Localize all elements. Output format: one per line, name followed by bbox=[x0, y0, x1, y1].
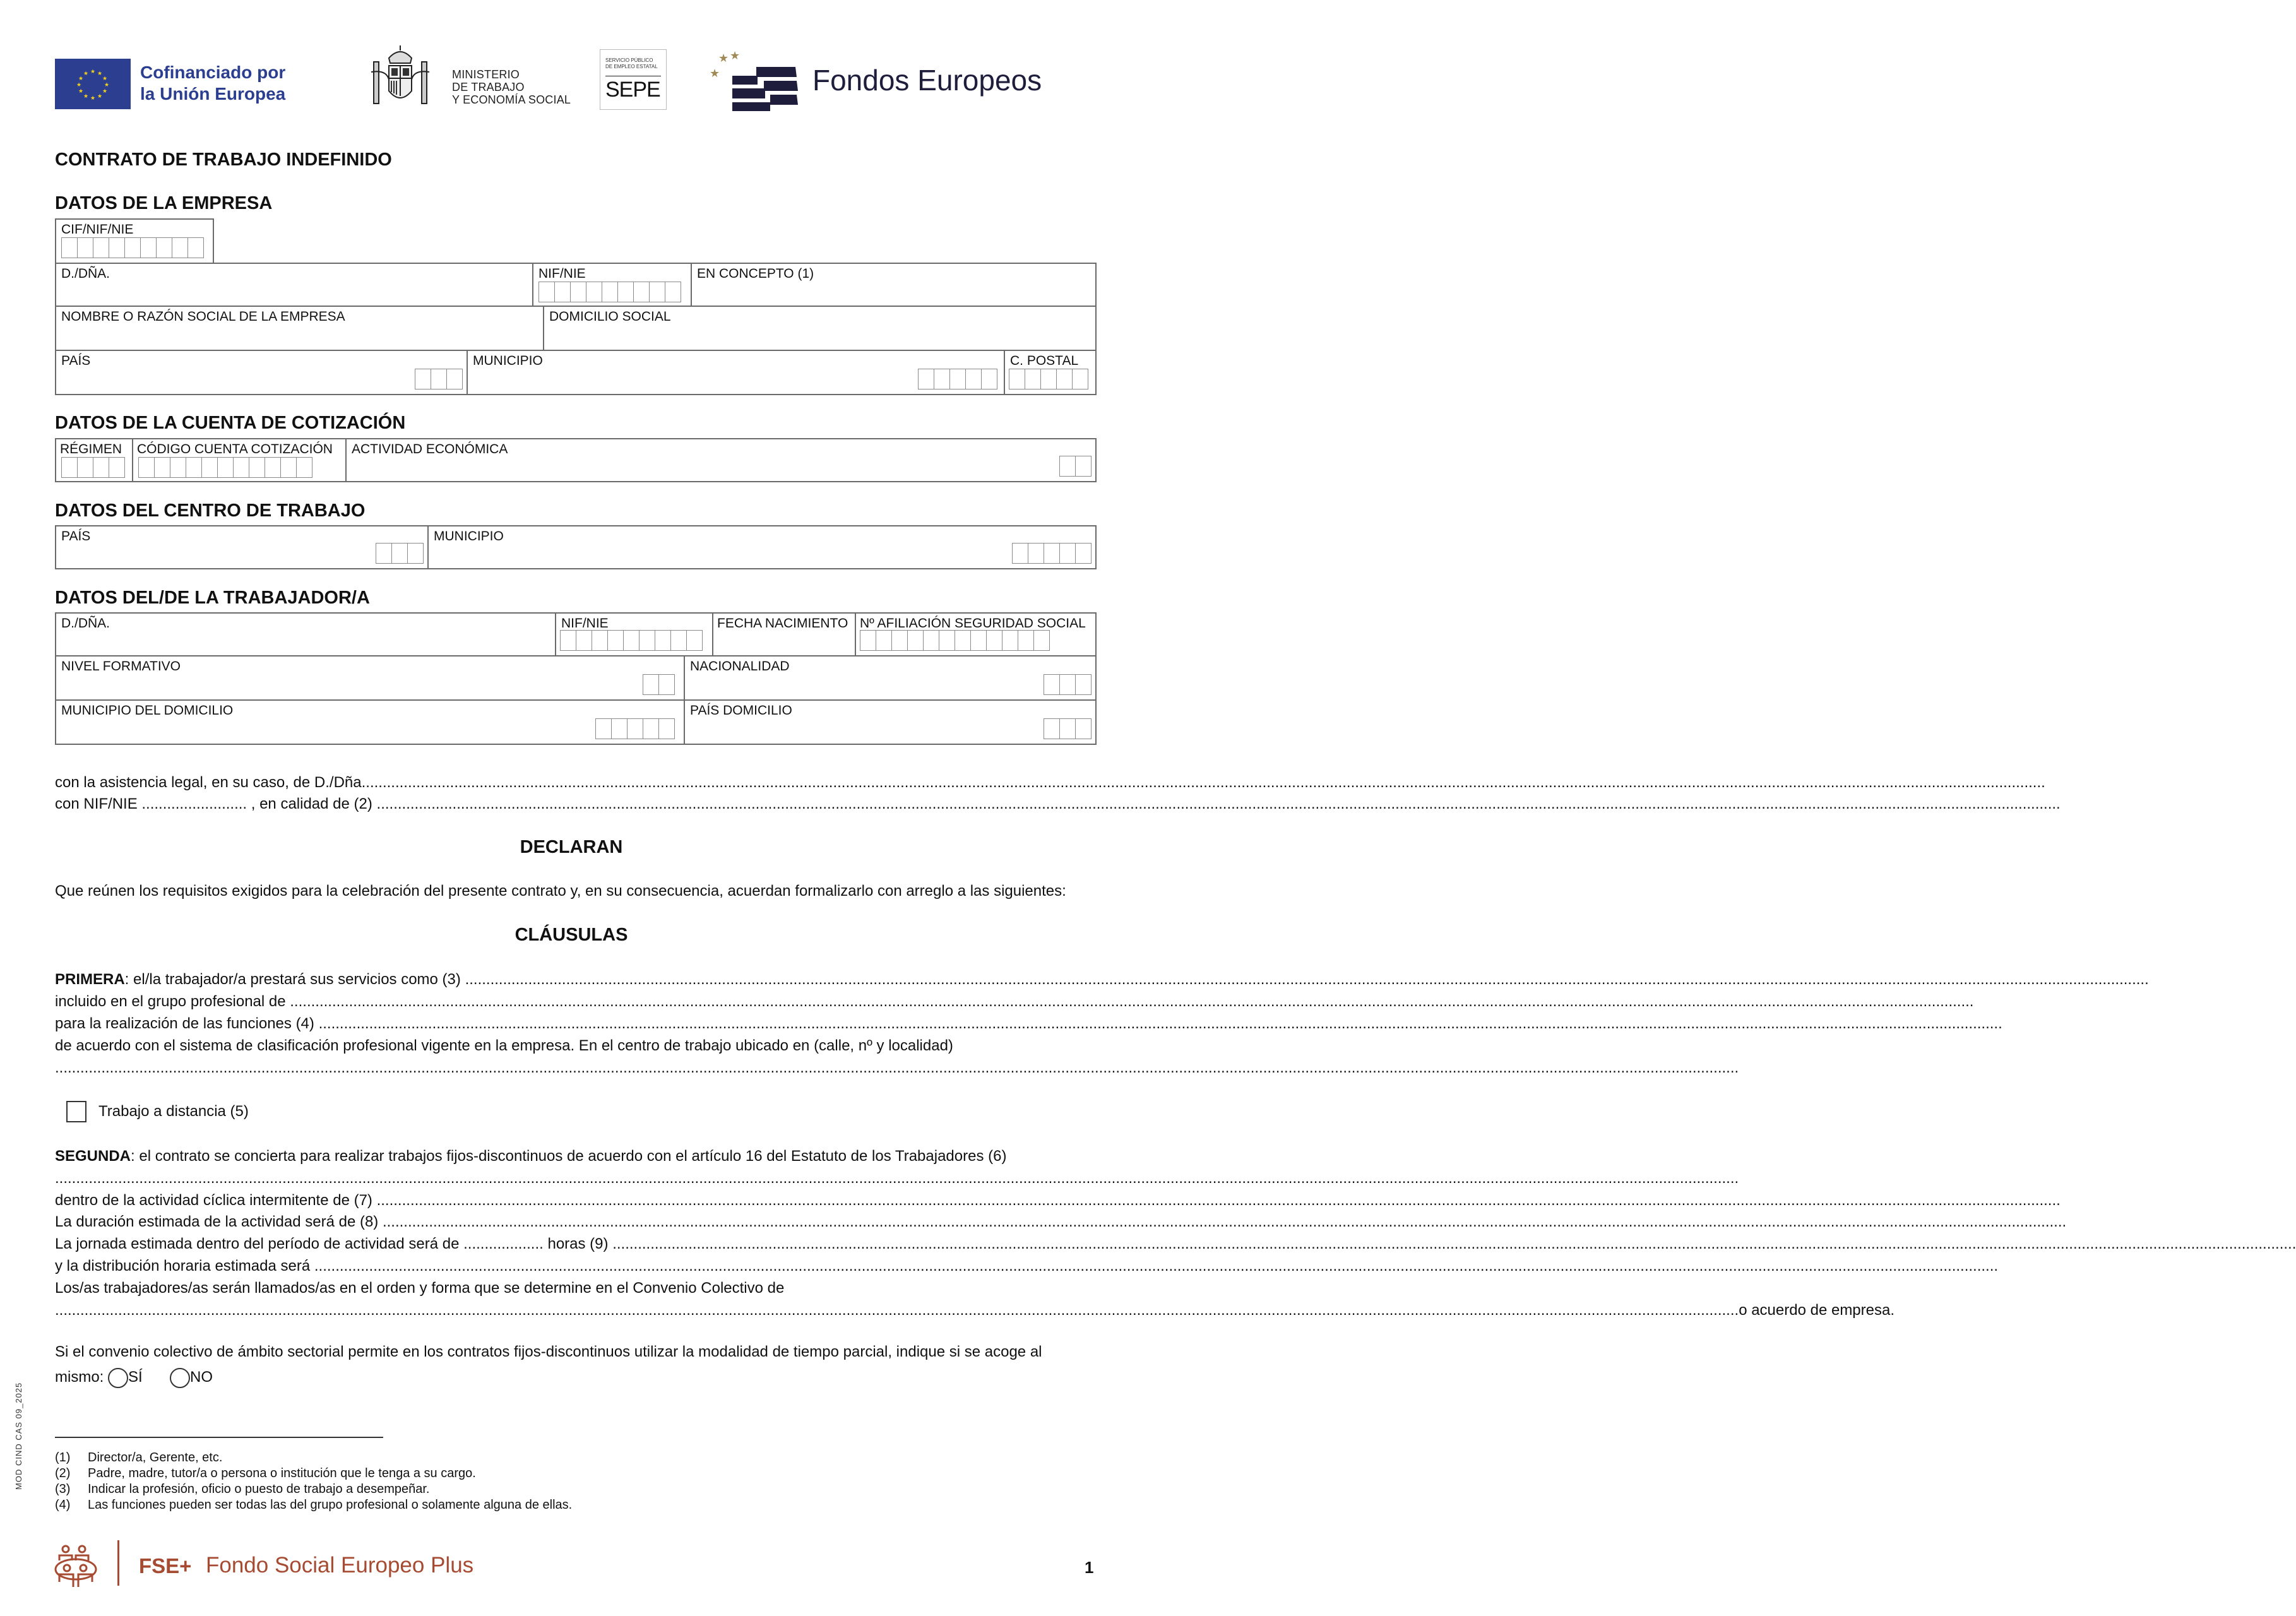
field-afiliacion-ss[interactable] bbox=[855, 612, 1097, 656]
svg-text:★: ★ bbox=[78, 88, 84, 95]
footnote-4 bbox=[55, 1498, 572, 1512]
fse-plus-label: FSE+ bbox=[139, 1554, 192, 1577]
document-title: CONTRATO DE TRABAJO INDEFINIDO bbox=[55, 150, 392, 170]
field-empresa-municipio[interactable] bbox=[467, 350, 1005, 395]
field-label: NIVEL FORMATIVO bbox=[61, 659, 181, 674]
field-label: NIF/NIE bbox=[538, 266, 586, 281]
field-empresa-concepto[interactable] bbox=[691, 263, 1097, 307]
fill-dots: ................................................................................................................................................................................................................................................................................................................................................................................................................ bbox=[314, 1257, 1999, 1274]
field-label: DOMICILIO SOCIAL bbox=[549, 309, 671, 324]
segunda-text-5a: La jornada estimada dentro del período de actividad será de bbox=[55, 1235, 464, 1252]
field-label: D./DÑA. bbox=[61, 266, 110, 281]
fill-dots: ................................................................................................................................................................................................................................................................................................................................................................................................................ bbox=[612, 1235, 2296, 1252]
char-cells[interactable] bbox=[1009, 369, 1088, 389]
svg-text:★: ★ bbox=[83, 93, 89, 100]
char-cells[interactable] bbox=[1044, 674, 1091, 695]
segunda-text-3: dentro de la actividad cíclica intermitente de (7) bbox=[55, 1192, 377, 1209]
fill-dots: ................................................................................................................................................................................................................................................................................................................................................................................................................ bbox=[465, 971, 2149, 988]
svg-text:★: ★ bbox=[104, 82, 110, 88]
field-municipio-domicilio[interactable] bbox=[55, 699, 685, 745]
field-centro-municipio[interactable] bbox=[427, 525, 1097, 569]
svg-text:★: ★ bbox=[83, 71, 89, 77]
char-cells[interactable] bbox=[415, 369, 463, 389]
asistencia-text-2a: con NIF/NIE bbox=[55, 795, 142, 812]
footnote-text: Director/a, Gerente, etc. bbox=[88, 1451, 223, 1464]
coat-of-arms-icon bbox=[367, 44, 433, 112]
fill-dots-short: ......................... bbox=[141, 795, 247, 812]
asistencia-text-2b: , en calidad de (2) bbox=[247, 795, 377, 812]
fse-name: Fondo Social Europeo Plus bbox=[206, 1553, 474, 1577]
fill-dots: ................................................................................................................................................................................................................................................................................................................................................................................................................ bbox=[290, 993, 1974, 1010]
svg-text:★: ★ bbox=[90, 95, 96, 102]
field-label: PAÍS bbox=[61, 529, 91, 544]
footnote-text: Padre, madre, tutor/a o persona o institución que le tenga a su cargo. bbox=[88, 1466, 476, 1480]
svg-text:★: ★ bbox=[710, 67, 720, 80]
svg-text:★: ★ bbox=[76, 82, 82, 88]
segunda-text-6: y la distribución horaria estimada será bbox=[55, 1257, 314, 1274]
field-empresa-dona[interactable] bbox=[55, 263, 533, 307]
ministry-line2: DE TRABAJO bbox=[452, 81, 525, 93]
char-cells[interactable] bbox=[560, 630, 703, 651]
fill-dots: ................................................................................................................................................................................................................................................................................................................................................................................................................ bbox=[382, 1213, 2067, 1230]
field-empresa-domicilio[interactable] bbox=[543, 306, 1097, 351]
segunda-text-4: La duración estimada de la actividad será de (8) bbox=[55, 1213, 383, 1230]
field-label: MUNICIPIO bbox=[434, 529, 504, 544]
radio-si[interactable] bbox=[108, 1368, 128, 1388]
svg-text:★: ★ bbox=[97, 93, 103, 100]
field-empresa-cpostal[interactable] bbox=[1004, 350, 1097, 395]
radio-no[interactable] bbox=[170, 1368, 190, 1388]
char-cells[interactable] bbox=[61, 457, 125, 478]
trabajo-distancia-checkbox[interactable] bbox=[66, 1101, 86, 1122]
ministry-line3: Y ECONOMÍA SOCIAL bbox=[452, 93, 571, 106]
fill-dots: ................................................................................................................................................................................................................................................................................................................................................................................................................ bbox=[55, 1059, 1739, 1076]
footnote-text: Las funciones pueden ser todas las del grupo profesional o solamente alguna de ellas. bbox=[88, 1498, 573, 1512]
segunda-text-7: Los/as trabajadores/as serán llamados/as en el orden y forma que se determine en el Convenio Colectivo de bbox=[55, 1280, 785, 1297]
segunda-line-6[interactable] bbox=[55, 1257, 1999, 1276]
fill-dots-short: ................... bbox=[463, 1235, 544, 1252]
field-label: FECHA NACIMIENTO bbox=[717, 616, 848, 631]
model-code: MOD CIND CAS 09_2025 bbox=[14, 1382, 23, 1490]
segunda-line-3[interactable] bbox=[55, 1192, 2061, 1211]
eu-flag-icon bbox=[55, 59, 131, 109]
asistencia-line-2[interactable] bbox=[55, 795, 2061, 814]
radio-no-label: NO bbox=[190, 1369, 213, 1386]
section-heading-centro: DATOS DEL CENTRO DE TRABAJO bbox=[55, 501, 366, 521]
mismo-label: mismo: bbox=[55, 1369, 104, 1386]
fill-dots: ................................................................................................................................................................................................................................................................................................................................................................................................................ bbox=[376, 795, 2061, 812]
footnote-number: (2) bbox=[55, 1466, 71, 1480]
section-heading-empresa: DATOS DE LA EMPRESA bbox=[55, 193, 273, 213]
svg-text:★: ★ bbox=[90, 69, 96, 75]
segunda-line-5[interactable] bbox=[55, 1235, 2296, 1254]
primera-line-1[interactable] bbox=[55, 971, 2149, 990]
fill-dots: ................................................................................................................................................................................................................................................................................................................................................................................................................ bbox=[361, 774, 2045, 791]
field-label: ACTIVIDAD ECONÓMICA bbox=[352, 442, 508, 456]
fondos-europeos-text: Fondos Europeos bbox=[812, 64, 1042, 97]
segunda-line-2[interactable] bbox=[55, 1170, 1739, 1189]
page-number: 1 bbox=[1085, 1558, 1094, 1577]
section-heading-trabajador: DATOS DEL/DE LA TRABAJADOR/A bbox=[55, 588, 370, 608]
footnote-number: (1) bbox=[55, 1451, 71, 1464]
footnote-text: Indicar la profesión, oficio o puesto de trabajo a desempeñar. bbox=[88, 1482, 430, 1496]
fondos-europeos-mark-icon bbox=[707, 49, 802, 112]
field-centro-pais[interactable] bbox=[55, 525, 429, 569]
char-cells[interactable] bbox=[595, 718, 675, 739]
field-empresa-nif[interactable] bbox=[532, 263, 692, 307]
svg-text:★: ★ bbox=[102, 76, 108, 82]
eu-cofinanciado-text bbox=[140, 62, 285, 105]
field-label: NACIONALIDAD bbox=[690, 659, 790, 674]
primera-line-2[interactable] bbox=[55, 993, 1974, 1012]
sepe-small-line2: DE EMPLEO ESTATAL bbox=[605, 64, 658, 69]
primera-text-2: incluido en el grupo profesional de bbox=[55, 993, 290, 1010]
field-label: D./DÑA. bbox=[61, 616, 110, 631]
field-label: MUNICIPIO DEL DOMICILIO bbox=[61, 703, 234, 718]
char-cells[interactable] bbox=[376, 543, 424, 564]
footnote-number: (3) bbox=[55, 1482, 71, 1496]
ministry-name bbox=[452, 68, 571, 106]
char-cells[interactable] bbox=[538, 282, 681, 302]
sepe-logo bbox=[600, 49, 667, 110]
fill-dots: ................................................................................................................................................................................................................................................................................................................................................................................................................ bbox=[376, 1192, 2061, 1209]
svg-text:★: ★ bbox=[718, 52, 729, 65]
char-cells[interactable] bbox=[918, 369, 997, 389]
char-cells[interactable] bbox=[643, 674, 675, 695]
declaran-text: Que reúnen los requisitos exigidos para la celebración del presente contrato y, en su consecuencia, acuerdan formalizarlo con arreglo a las siguientes: bbox=[55, 882, 1066, 900]
eu-text-line2: la Unión Europea bbox=[140, 84, 286, 104]
asistencia-line-1[interactable] bbox=[55, 774, 2045, 793]
eu-text-line1: Cofinanciado por bbox=[140, 62, 286, 82]
field-label: PAÍS DOMICILIO bbox=[690, 703, 792, 718]
field-empresa-cif[interactable] bbox=[55, 218, 214, 264]
field-label: PAÍS bbox=[61, 354, 91, 368]
field-empresa-pais[interactable] bbox=[55, 350, 468, 395]
svg-text:★: ★ bbox=[102, 88, 108, 95]
primera-text-3: para la realización de las funciones (4) bbox=[55, 1015, 319, 1032]
char-cells[interactable] bbox=[1012, 543, 1091, 564]
segunda-line-8[interactable] bbox=[55, 1302, 1895, 1321]
footnote-divider bbox=[55, 1437, 383, 1438]
char-cells[interactable] bbox=[1059, 456, 1091, 477]
char-cells[interactable] bbox=[1044, 718, 1091, 739]
field-nivel-formativo[interactable] bbox=[55, 655, 685, 701]
field-trabajador-nif[interactable] bbox=[555, 612, 713, 656]
field-actividad-economica[interactable] bbox=[345, 438, 1097, 482]
sepe-name: SEPE bbox=[605, 78, 660, 102]
trabajo-distancia-label: Trabajo a distancia (5) bbox=[98, 1103, 249, 1120]
footnote-number: (4) bbox=[55, 1498, 71, 1512]
asistencia-text-1: con la asistencia legal, en su caso, de D./Dña bbox=[55, 774, 362, 791]
char-cells[interactable] bbox=[138, 457, 312, 478]
ministry-line1: MINISTERIO bbox=[452, 68, 520, 81]
field-label: Nº AFILIACIÓN SEGURIDAD SOCIAL bbox=[860, 616, 1086, 631]
fse-people-icon bbox=[54, 1544, 101, 1588]
parcial-options bbox=[55, 1366, 213, 1389]
primera-line-3[interactable] bbox=[55, 1015, 2002, 1034]
field-label: RÉGIMEN bbox=[60, 442, 122, 456]
svg-text:★: ★ bbox=[97, 71, 103, 77]
char-cells[interactable] bbox=[860, 630, 1050, 651]
primera-line-5[interactable] bbox=[55, 1059, 1739, 1078]
field-label: NIF/NIE bbox=[561, 616, 609, 631]
field-empresa-nombre[interactable] bbox=[55, 306, 544, 351]
segunda-text-5b: horas (9) bbox=[543, 1235, 613, 1252]
fill-dots: ................................................................................................................................................................................................................................................................................................................................................................................................................ bbox=[55, 1302, 1739, 1319]
primera-text-1: : el/la trabajador/a prestará sus servicios como (3) bbox=[124, 971, 465, 988]
footnote-1 bbox=[55, 1451, 222, 1465]
fill-dots: ................................................................................................................................................................................................................................................................................................................................................................................................................ bbox=[318, 1015, 2002, 1032]
segunda-text-1: : el contrato se concierta para realizar trabajos fijos-discontinuos de acuerdo con el artículo 16 del Estatuto de los Trabajadores (6) bbox=[131, 1148, 1007, 1165]
field-label: CÓDIGO CUENTA COTIZACIÓN bbox=[137, 442, 333, 456]
radio-si-label: SÍ bbox=[128, 1369, 143, 1386]
clausulas-heading: CLÁUSULAS bbox=[515, 925, 628, 945]
section-heading-cotizacion: DATOS DE LA CUENTA DE COTIZACIÓN bbox=[55, 413, 406, 433]
field-label: NOMBRE O RAZÓN SOCIAL DE LA EMPRESA bbox=[61, 309, 345, 324]
field-label: MUNICIPIO bbox=[473, 354, 543, 368]
field-pais-domicilio[interactable] bbox=[684, 699, 1097, 745]
field-fecha-nacimiento[interactable] bbox=[712, 612, 856, 656]
svg-text:★: ★ bbox=[78, 76, 84, 82]
primera-text-4: de acuerdo con el sistema de clasificación profesional vigente en la empresa. En el centro de trabajo ubicado en (calle, nº y localidad) bbox=[55, 1037, 953, 1054]
svg-text:★: ★ bbox=[730, 49, 741, 62]
fill-dots: ................................................................................................................................................................................................................................................................................................................................................................................................................ bbox=[55, 1170, 1739, 1187]
fse-divider bbox=[117, 1540, 119, 1586]
char-cells[interactable] bbox=[61, 237, 204, 258]
primera-label: PRIMERA bbox=[55, 971, 125, 988]
segunda-label: SEGUNDA bbox=[55, 1148, 131, 1165]
segunda-line-4[interactable] bbox=[55, 1213, 2067, 1232]
declaran-heading: DECLARAN bbox=[520, 837, 623, 857]
footnote-3 bbox=[55, 1482, 429, 1497]
field-label: EN CONCEPTO (1) bbox=[697, 266, 814, 281]
segunda-line-1 bbox=[55, 1148, 1097, 1167]
field-label: CIF/NIF/NIE bbox=[61, 222, 134, 237]
field-trabajador-dona[interactable] bbox=[55, 612, 556, 656]
segunda-text-8: o acuerdo de empresa. bbox=[1739, 1302, 1895, 1319]
field-nacionalidad[interactable] bbox=[684, 655, 1097, 701]
field-label: C. POSTAL bbox=[1010, 354, 1079, 368]
sepe-small-line1: SERVICIO PÚBLICO bbox=[605, 57, 653, 63]
field-codigo-cuenta[interactable] bbox=[132, 438, 347, 482]
field-regimen[interactable] bbox=[55, 438, 133, 482]
footnote-2 bbox=[55, 1466, 476, 1481]
parcial-question: Si el convenio colectivo de ámbito sectorial permite en los contratos fijos-discontinuos utilizar la modalidad de tiempo parcial, indique si se acoge al bbox=[55, 1343, 1042, 1360]
